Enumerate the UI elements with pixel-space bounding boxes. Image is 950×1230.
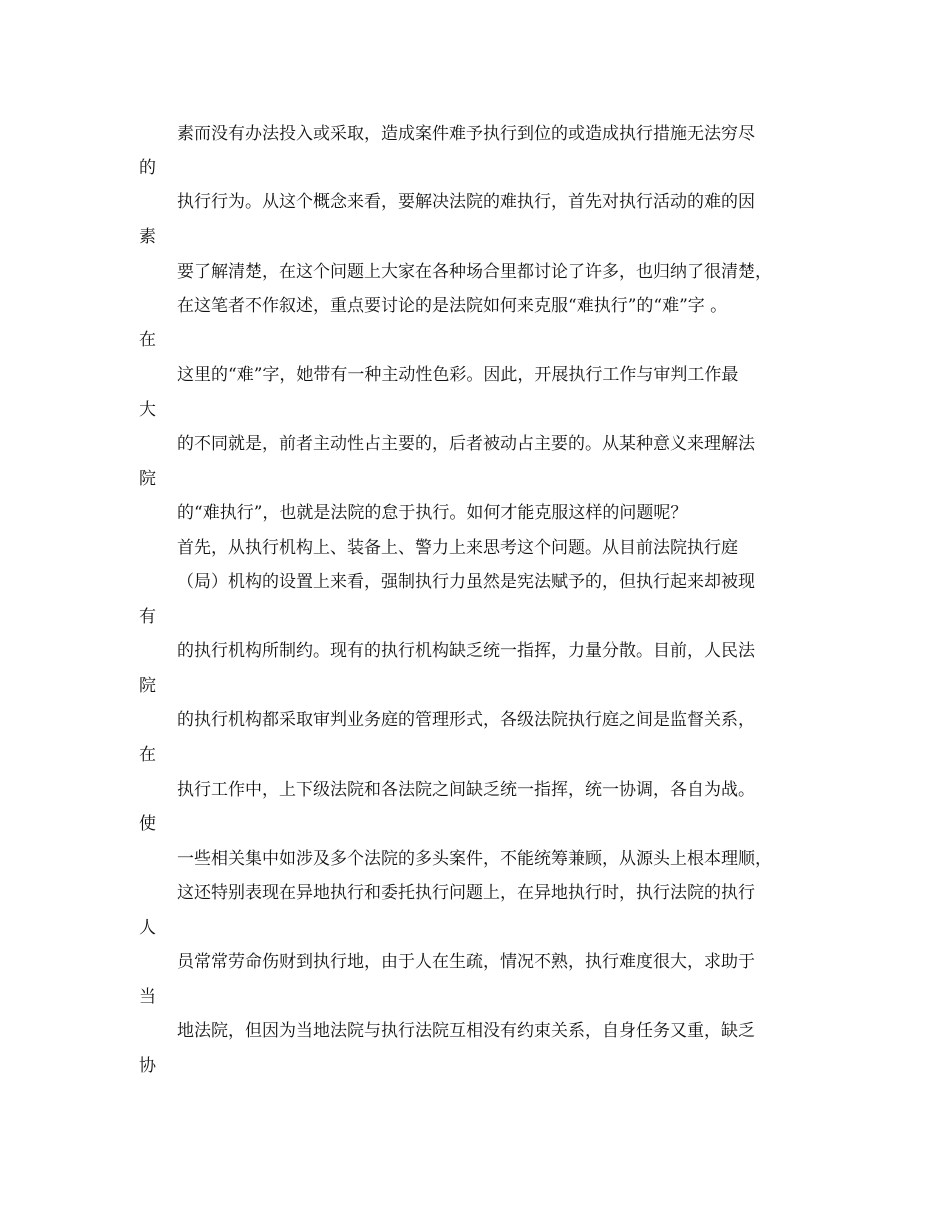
text-line: （局）机构的设置上来看，强制执行力虽然是宪法赋予的，但执行起来却被现 bbox=[177, 572, 755, 592]
text-line: 在 bbox=[139, 330, 156, 350]
text-line: 地法院，但因为当地法院与执行法院互相没有约束关系，自身任务又重，缺乏 bbox=[177, 1021, 755, 1041]
text-line: 的 bbox=[139, 158, 156, 178]
text-line: 要了解清楚，在这个问题上大家在各种场合里都讨论了许多，也归纳了很清楚， bbox=[177, 262, 772, 282]
text-line: 协 bbox=[139, 1056, 156, 1076]
text-line: 大 bbox=[139, 400, 156, 420]
text-line: 这还特别表现在异地执行和委托执行问题上，在异地执行时，执行法院的执行 bbox=[177, 883, 755, 903]
text-line: 的不同就是，前者主动性占主要的，后者被动占主要的。从某种意义来理解法 bbox=[177, 434, 755, 454]
text-line: 执行工作中，上下级法院和各法院之间缺乏统一指挥，统一协调，各自为战。 bbox=[177, 780, 755, 800]
text-line: 有 bbox=[139, 607, 156, 627]
text-line: 素 bbox=[139, 227, 156, 247]
text-line: 在这笔者不作叙述，重点要讨论的是法院如何来克服“难执行”的“难”字 。 bbox=[177, 296, 728, 316]
text-line: 当 bbox=[139, 987, 156, 1007]
text-line: 院 bbox=[139, 676, 156, 696]
text-line: 素而没有办法投入或采取，造成案件难予执行到位的或造成执行措施无法穷尽 bbox=[177, 124, 755, 144]
text-line: 院 bbox=[139, 469, 156, 489]
text-line: 的执行机构所制约。现有的执行机构缺乏统一指挥，力量分散。目前，人民法 bbox=[177, 641, 755, 661]
text-line: 人 bbox=[139, 918, 156, 938]
text-line: 执行行为。从这个概念来看，要解决法院的难执行，首先对执行活动的难的因 bbox=[177, 192, 755, 212]
text-line: 的执行机构都采取审判业务庭的管理形式，各级法院执行庭之间是监督关系， bbox=[177, 710, 755, 730]
text-line: 首先，从执行机构上、装备上、警力上来思考这个问题。从目前法院执行庭 bbox=[177, 538, 738, 558]
text-line: 的“难执行”，也就是法院的怠于执行。如何才能克服这样的问题呢？ bbox=[177, 503, 688, 523]
text-line: 员常常劳命伤财到执行地，由于人在生疏，情况不熟，执行难度很大，求助于 bbox=[177, 952, 755, 972]
text-line: 使 bbox=[139, 814, 156, 834]
text-line: 在 bbox=[139, 745, 156, 765]
text-line: 这里的“难”字，她带有一种主动性色彩。因此，开展执行工作与审判工作最 bbox=[177, 365, 739, 385]
text-line: 一些相关集中如涉及多个法院的多头案件，不能统筹兼顾，从源头上根本理顺， bbox=[177, 849, 772, 869]
